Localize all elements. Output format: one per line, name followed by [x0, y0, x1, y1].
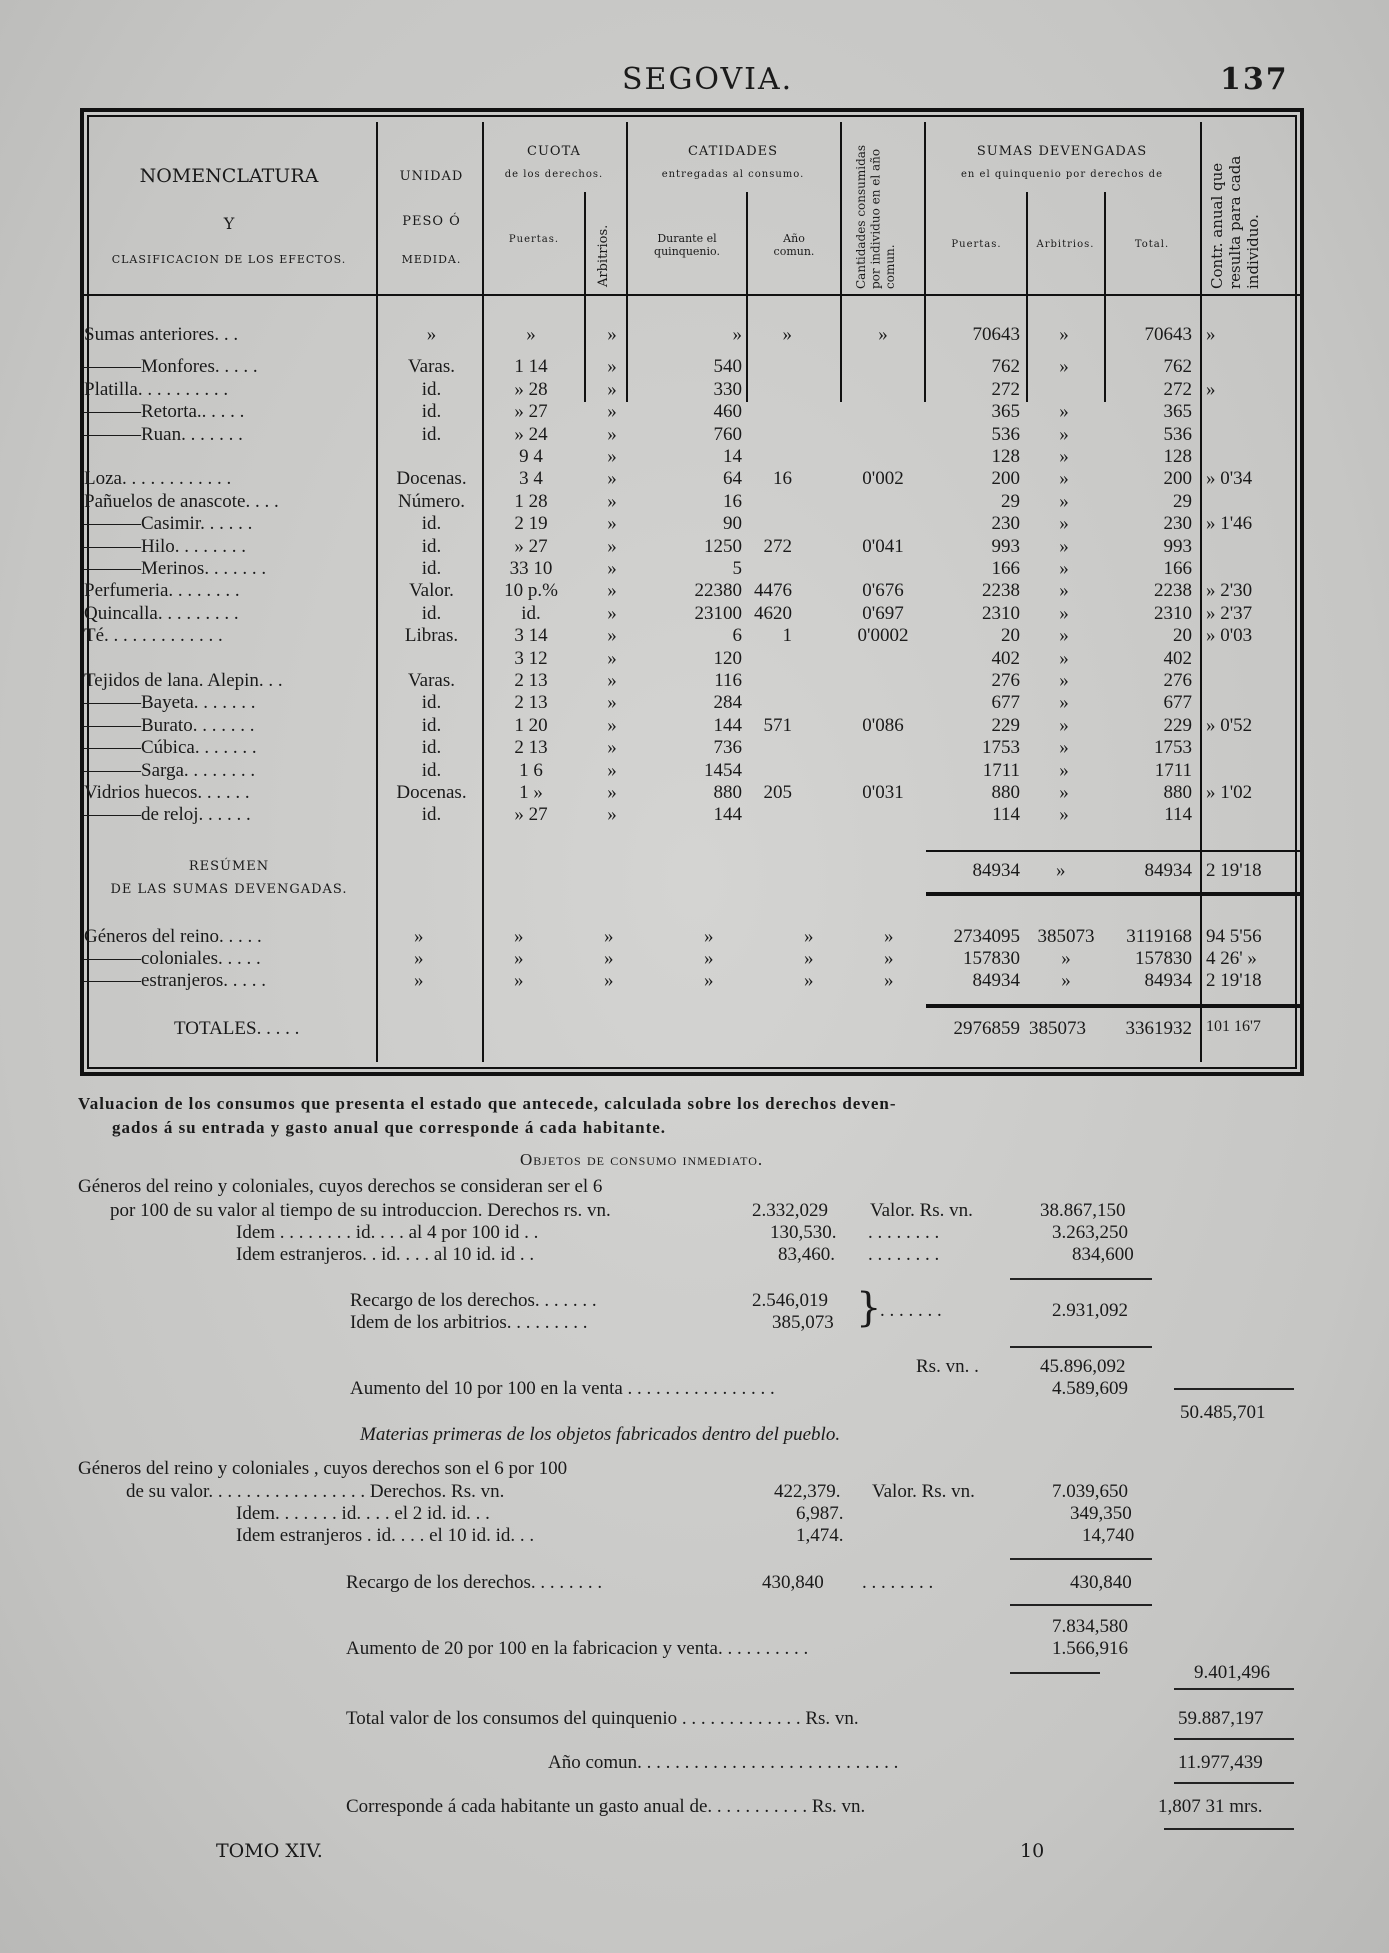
valuation-heading: Valuacion de los consumos que presenta el estado que antecede, calculada sobre los derechos deven- — [78, 1094, 897, 1113]
table-row: Perfumeria. . . . . . . . Valor. 10 p.% » 22380 4476 0'676 2238 » 2238 » 2'30 — [84, 580, 1253, 602]
row-label: ———Casimir. . . . . . — [84, 513, 253, 535]
table-row: ———Hilo. . . . . . . . id. » 27 » 1250 272 0'041 993 » 993 — [84, 535, 1192, 557]
table-row: ———Sarga. . . . . . . . id. 1 6 » 1454 1711 » 1711 — [84, 759, 1192, 781]
table-row: ———Burato. . . . . . . id. 1 20 » 144 571 0'086 229 » 229 » 0'52 — [84, 714, 1253, 736]
row-label: Sumas anteriores. . . — [84, 324, 239, 345]
totales-row: TOTALES. . . . . 2976859 385073 3361932 101 16'7 — [174, 1018, 1261, 1039]
table-row: ———Bayeta. . . . . . . id. 2 13 » 284 677 » 677 — [84, 692, 1192, 714]
row-label: ———Cúbica. . . . . . . — [84, 737, 257, 759]
summary-row: ———coloniales. . . . . » » » » » » 157830 » 157830 4 26' » — [84, 948, 1257, 969]
table-row: 3 12 » 120 402 » 402 — [514, 647, 1192, 669]
header-unidad: UNIDAD — [399, 169, 464, 184]
row-label: Té. . . . . . . . . . . . . — [84, 625, 223, 647]
table-row: Té. . . . . . . . . . . . . Libras. 3 14 » 6 1 0'0002 20 » 20 » 0'03 — [84, 625, 1253, 647]
summary-row: ———estranjeros. . . . . » » » » » » 84934 » 84934 2 19'18 — [84, 970, 1262, 991]
row-label: Platilla. . . . . . . . . . — [84, 378, 229, 400]
row-label: ———Sarga. . . . . . . . — [84, 759, 256, 781]
table-row: ———Retorta.. . . . . id. » 27 » 460 365 » 365 — [84, 401, 1192, 423]
table-row: Tejidos de lana. Alepin. . . Varas. 2 13 » 116 276 » 276 — [84, 670, 1192, 691]
statistics-table: NOMENCLATURA Y CLASIFICACION DE LOS EFECTOS. UNIDAD PESO Ó MEDIDA. CUOTA de los derechos. Puertas. Arbitrios. CATIDADES entregadas al consumo. Durante el quinquenio. Año comun. Cantidades consumidas por individuo en el año comun. SUMAS DEVENGADAS en el quinquenio por derechos de Puertas. Arbitrios. Total. Contr. anual que resulta para cada individuo. Sumas anteriores. . . » » » » » » 70643 » 70643 » ———Monfores. . . . . Varas. 1 14 » 540 762 » 762 Platilla. . . . . . . . . . id. » 28 » 330 272 272 » ———Retorta.. . . . . id. » 27 » 460 365 » 365 ———Ruan. . . . . . . id. » 24 » 760 536 » 536 9 4 » 14 128 » 128 Loza. . . . . . . . . . . . Docenas. 3 4 » 64 16 0'002 200 » 200 » 0'34 Pañuelos de anascote. . . . Número. 1 28 » 16 29 » 29 ———Casimir. . . . . . id. 2 19 » 90 230 » 230 » 1'46 ———Hilo. . . . . . . . id. » 27 » 1250 272 0'041 993 » 993 ———Merinos. . . . . . . id. 33 10 » 5 166 » 166 Perfumeria. . . . . . . . Valor. 10 p.% » 22380 4476 0'676 2238 » 2238 » 2'30 Quincalla. . . . . . . . . id. id. » 23100 4620 0'697 2310 » 2310 » 2'37 Té. . . . . . . . . . . . . Libras. 3 14 » 6 1 0'0002 20 » 20 » 0'03 3 12 » 120 402 » 402 Tejidos de lana. Alepin. . . Varas. 2 13 » 116 276 » 276 ———Bayeta. . . . . . . id. 2 13 » 284 677 » 677 ———Burato. . . . . . . id. 1 20 » 144 571 0'086 229 » 229 » 0'52 ———Cúbica. . . . . . . id. 2 13 » 736 1753 » 1753 ———Sarga. . . . . . . . id. 1 6 » 1454 1711 » 1711 Vidrios huecos. . . . . . Docenas. 1 » » 880 205 0'031 880 » 880 » 1'02 ———de reloj. . . . . . id. » 27 » 144 114 » 114 RESÚMEN DE LAS SUMAS DEVENGADAS. 84934 » 84934 2 19'18 Géneros del reino. . . . . » » » » » » 2734095 385073 3119168 94 5'56 ———coloniales. . . . . » » » » » » 157830 » 157830 4 26' » ———estranjeros. . . . . » » » » » » 84934 » 84934 2 19'18 TOTALES. . . . . 2976859 385073 3361932 101 16'7 — [80, 108, 1304, 1076]
row-label: ———Ruan. . . . . . . — [84, 423, 243, 445]
row-label: ———Monfores. . . . . — [84, 356, 258, 378]
table-row: ———Casimir. . . . . . id. 2 19 » 90 230 » 230 » 1'46 — [84, 513, 1253, 535]
row-label: Tejidos de lana. Alepin. . . — [84, 670, 283, 691]
row-label: ———de reloj. . . . . . — [84, 804, 251, 826]
row-label: Perfumeria. . . . . . . . — [84, 580, 240, 602]
table-row: ———Monfores. . . . . Varas. 1 14 » 540 762 » 762 — [84, 356, 1192, 378]
row-label: ———Merinos. . . . . . . — [84, 558, 267, 579]
header-sumas: SUMAS DEVENGADAS — [976, 144, 1148, 159]
row-label: ———Burato. . . . . . . — [84, 714, 255, 736]
header-cantidades: CATIDADES — [687, 144, 779, 159]
table-row: 9 4 » 14 128 » 128 — [519, 446, 1192, 467]
page-title: SEGOVIA. — [622, 62, 794, 97]
summary-row: Géneros del reino. . . . . » » » » » » 2734095 385073 3119168 94 5'56 — [84, 926, 1262, 947]
header-nomenclatura: NOMENCLATURA — [139, 165, 319, 187]
row-label: Vidrios huecos. . . . . . — [84, 782, 250, 803]
table-row: ———de reloj. . . . . . id. » 27 » 144 114 » 114 — [84, 804, 1192, 826]
resumen-row: 84934 » 84934 2 19'18 — [972, 860, 1262, 881]
page: SEGOVIA. 137 NOMENCLATURA Y CLASIFICACION DE LOS EFECTOS. UNIDAD PESO Ó MEDIDA. CUOTA de los derechos. Puertas. Arbitrios. CATIDADES entregadas al consumo. Durante el quinquenio. Año comun. Cantidades consumidas por individuo en el año comun. SUMAS DEVENGADAS en el quinquenio por derechos de Puertas. Arbitrios. Total. Contr. anual que resulta para cada individuo. Sumas anteriores. . . » » » » » » 70643 » 70643 » ———Monfores. . . . . Varas. 1 14 » 540 762 » 762 Platilla. . . . . . . . . . id. » 28 » 330 272 272 » ———Retorta.. . . . . id. » 27 » 460 365 » 365 ———Ruan. . . . . . . id. » 24 » 760 536 » 536 9 4 » 14 128 » 128 Loza. . . . . . . . . . . . Docenas. 3 4 » 64 16 0'002 200 » 200 » 0'34 Pañuelos de anascote. . . . Número. 1 28 » 16 29 » 29 ———Casimir. . . . . . id. 2 19 » 90 230 » 230 » 1'46 ———Hilo. . . . . . . . id. » 27 » 1250 272 0'041 993 » 993 ———Merinos. . . . . . . id. 33 10 » 5 166 » 166 Perfumeria. . . . . . . . Valor. 10 p.% » 22380 4476 0'676 2238 » 2238 » 2'30 Quincalla. . . . . . . . . id. id. » 23100 4620 0'697 2310 » 2310 » 2'37 Té. . . . . . . . . . . . . Libras. 3 14 » 6 1 0'0002 20 » 20 » 0'03 3 12 » 120 402 » 402 Tejidos de lana. Alepin. . . Varas. 2 13 » 116 276 » 276 ———Bayeta. . . . . . . id. 2 13 » 284 677 » 677 ———Burato. . . . . . . id. 1 20 » 144 571 0'086 229 » 229 » 0'52 ———Cúbica. . . . . . . id. 2 13 » 736 1753 » 1753 ———Sarga. . . . . . . . id. 1 6 » 1454 1711 » 1711 Vidrios huecos. . . . . . Docenas. 1 » » 880 205 0'031 880 » 880 » 1'02 ———de reloj. . . . . . id. » 27 » 144 114 » 114 RESÚMEN DE LAS SUMAS DEVENGADAS. 84934 » 84934 2 19'18 Géneros del reino. . . . . » » » » » » 2734095 385073 3119168 94 5'56 ———coloniales. . . . . » » » » » » 157830 » 157830 4 26' » ———estranjeros. . . . . » » » » » » 84934 » 84934 2 19'18 TOTALES. . . . . 2976859 385073 3361932 101 16'7 Valuacion de los consumos que presenta el estado que antecede, calculada sobre los derechos deven- gados á su entrada y gasto anual que corresponde á cada habitante. Objetos de consumo inmediato. Géneros del reino y coloniales, cuyos derechos se consideran ser el 6 por 100 de su valor al tiempo de su introduccion. Derechos rs. vn. 2.332,029 Valor. Rs. vn. 38.867,150 Idem . . . . . . . . id. . . . al 4 por 100 id . . 130,530. . . . . . . . . 3.263,250 Idem estranjeros. . id. . . . al 10 id. id . . 83,460. . . . . . . . . 834,600 Recargo de los derechos. . . . . . . 2.546,019 Idem de los arbitrios. . . . . . . . . 385,073 } . . . . . . . 2.931,092 Rs. vn. . 45.896,092 Aumento del 10 por 100 en la venta . . . . . . . . . . . . . . . . 4.589,609 50.485,701 Materias primeras de los objetos fabricados dentro del pueblo. Géneros del reino y coloniales , cuyos derechos son el 6 por 100 de su valor. . . . . . . . . . . . . . . . . Derechos. Rs. vn. 422,379. Valor. Rs. vn. 7.039,650 Idem. . . . . . . id. . . . el 2 id. id. . . 6,987. 349,350 Idem estranjeros . id. . . . el 10 id. id. . . 1,474. 14,740 Recargo de los derechos. . . . . . . . 430,840 . . . . . . . . 430,840 7.834,580 Aumento de 20 por 100 en la fabricacion y venta. . . . . . . . . . 1.566,916 9.401,496 Total valor de los consumos del quinquenio . . . . . . . . . . . . . Rs. vn. 59.887,197 Año comun. . . . . . . . . . . . . . . . . . . . . . . . . . . . 11.977,439 Corresponde á cada habitante un gasto anual de. . . . . . . . . . . Rs. vn. 1,807 31 mrs. TOMO XIV. 10 — [0, 0, 1389, 1953]
row-label: Quincalla. . . . . . . . . — [84, 602, 239, 624]
table-row: Pañuelos de anascote. . . . Número. 1 28 » 16 29 » 29 — [84, 490, 1192, 512]
row-label: ———Retorta.. . . . . — [84, 401, 245, 423]
materias-title: Materias primeras de los objetos fabricados dentro del pueblo. — [360, 1424, 841, 1445]
table-row: Platilla. . . . . . . . . . id. » 28 » 330 272 272 » — [84, 378, 1216, 400]
row-label: Loza. . . . . . . . . . . . — [84, 468, 232, 490]
row-label: Pañuelos de anascote. . . . — [84, 490, 279, 512]
table-row: Vidrios huecos. . . . . . Docenas. 1 » » 880 205 0'031 880 » 880 » 1'02 — [84, 782, 1253, 803]
table-row: ———Merinos. . . . . . . id. 33 10 » 5 166 » 166 — [84, 558, 1192, 579]
footer-signature: 10 — [1020, 1840, 1045, 1862]
row-label: ———Hilo. . . . . . . . — [84, 535, 247, 557]
table-row: ———Ruan. . . . . . . id. » 24 » 760 536 » 536 — [84, 423, 1192, 445]
footer-tomo: TOMO XIV. — [216, 1840, 323, 1862]
table-row: Quincalla. . . . . . . . . id. id. » 23100 4620 0'697 2310 » 2310 » 2'37 — [84, 602, 1253, 624]
row-label: ———Bayeta. . . . . . . — [84, 692, 256, 714]
header-contribucion: Contr. anual que resulta para cada individuo. — [1208, 155, 1262, 289]
table-row: ———Cúbica. . . . . . . id. 2 13 » 736 1753 » 1753 — [84, 737, 1192, 759]
table-row: Sumas anteriores. . . » » » » » » 70643 » 70643 » — [84, 324, 1216, 345]
table-row: Loza. . . . . . . . . . . . Docenas. 3 4 » 64 16 0'002 200 » 200 » 0'34 — [84, 468, 1253, 490]
page-number: 137 — [1220, 62, 1289, 97]
header-cuota: CUOTA — [527, 144, 581, 159]
objetos-title: Objetos de consumo inmediato. — [520, 1150, 764, 1169]
header-consumidas: Cantidades consumidas por individuo en el año comun. — [854, 144, 897, 289]
resumen-title: RESÚMEN — [188, 859, 270, 874]
